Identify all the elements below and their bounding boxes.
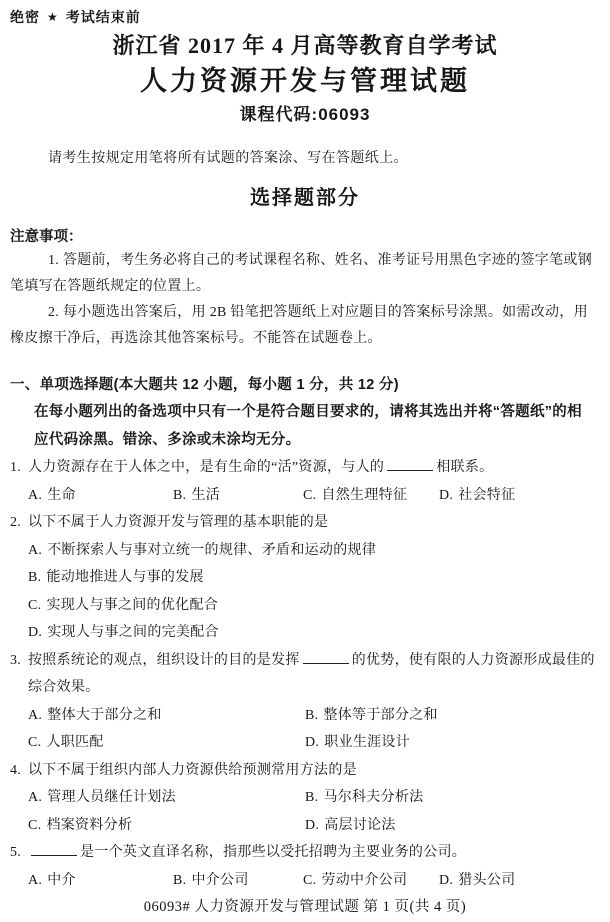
option-label: B. (173, 487, 187, 503)
option-item (305, 729, 600, 757)
option-label: C. (303, 487, 317, 503)
option-label: D. (28, 625, 43, 640)
option-item (28, 702, 305, 730)
question-number: 3. (10, 652, 22, 668)
option-label: C. (303, 872, 317, 888)
question-text-segment: 按照系统论的观点，组织设计的目的是发挥 (28, 652, 300, 668)
question-2 (10, 509, 600, 647)
emphasized-char: 不 · (57, 515, 71, 530)
option-text: 管理人员继任计划法 (47, 790, 176, 805)
star-icon: ★ (47, 10, 59, 24)
question-number: 4. (10, 762, 22, 778)
question-text-segment: 属于组织内部人力资源供给预测常用方法的是 (70, 762, 357, 778)
question-body (28, 839, 600, 894)
option-label: C. (28, 735, 42, 750)
option-text: 整体等于部分之和 (323, 707, 438, 723)
option-text: 劳动中介公司 (321, 872, 408, 888)
option-label: C. (28, 817, 42, 833)
option-label: D. (305, 817, 320, 833)
answer-blank (31, 842, 77, 856)
option-text: 自然生理特征 (321, 487, 408, 503)
question-4 (10, 757, 600, 840)
option-label: B. (28, 570, 42, 585)
option-label: C. (28, 597, 42, 613)
question-text-segment: 属于人力资源开发与管理的基本职能的是 (70, 515, 329, 530)
option-label: B. (173, 872, 187, 888)
emphasized-char: 不 · (57, 763, 71, 778)
option-text: 中介 (47, 872, 76, 888)
option-label: A. (28, 707, 43, 723)
answer-sheet-instruction: 请考生按规定用笔将所有试题的答案涂、写在答题纸上。 (48, 151, 408, 166)
question-body (28, 647, 600, 757)
option-text: 不断探索人与事对立统一的规律、矛盾和运动的规律 (47, 542, 377, 558)
option-item (28, 784, 305, 812)
option-item (303, 867, 439, 895)
option-item (173, 867, 303, 895)
question-text-segment: 相联系。 (436, 460, 494, 475)
options-group (28, 482, 600, 510)
options-group (28, 784, 600, 839)
question-text (28, 454, 600, 482)
option-label: A. (28, 790, 43, 805)
question-number: 2. (10, 515, 22, 530)
question-text (28, 757, 600, 785)
question-text-segment: 的优势，使有限的人力资源形成最佳的综合效果。 (28, 652, 595, 695)
option-text: 能动地推进人与事的发展 (46, 570, 204, 585)
option-text: 实现人与事之间的完美配合 (47, 625, 219, 640)
page-footer: 06093# 人力资源开发与管理试题 第 1 页(共 4 页) (143, 899, 467, 915)
option-item (28, 564, 600, 592)
question-body (28, 509, 600, 647)
question-list (10, 454, 600, 894)
option-text: 社会特征 (458, 487, 516, 503)
option-item (28, 619, 600, 647)
question-1 (10, 454, 600, 509)
option-item (28, 867, 173, 895)
question-body (28, 757, 600, 840)
option-item (439, 482, 600, 510)
question-number: 1. (10, 460, 22, 475)
option-item (28, 537, 600, 565)
option-text: 高层讨论法 (324, 817, 396, 833)
option-label: A. (28, 872, 43, 888)
question-text (28, 839, 600, 867)
option-label: A. (28, 487, 43, 503)
option-item (28, 812, 305, 840)
question-text-segment: 以下 (28, 515, 57, 530)
exam-title: 人力资源开发与管理试题 (140, 66, 470, 96)
section-title: 选择题部分 (250, 187, 360, 209)
option-label: D. (439, 872, 454, 888)
option-item (305, 812, 600, 840)
option-item (305, 702, 600, 730)
option-text: 整体大于部分之和 (47, 707, 162, 723)
option-label: D. (305, 735, 320, 750)
question-text-segment: 以下 (28, 762, 57, 778)
option-text: 生活 (191, 487, 221, 503)
question-text-segment: 是一个英文直译名称，指那些以受托招聘为主要业务的公司。 (80, 845, 467, 860)
part1-intro: 在每小题列出的备选项中只有一个是符合题目要求的，请将其选出并将“答题纸”的相应代码涂黑。错涂、多涂或未涂均无分。 (34, 404, 582, 448)
option-item (439, 867, 600, 895)
question-text (28, 509, 600, 537)
course-code: 课程代码:06093 (239, 105, 371, 124)
security-phase-label: 考试结束前 (65, 9, 141, 25)
option-label: A. (28, 542, 43, 558)
option-text: 职业生涯设计 (324, 735, 411, 750)
question-5 (10, 839, 600, 894)
question-body (28, 454, 600, 509)
question-text-segment: 人力资源存在于人体之中，是有生命的“活”资源，与人的 (28, 460, 385, 475)
option-item (28, 592, 600, 620)
options-group (28, 537, 600, 647)
option-label: B. (305, 790, 319, 805)
option-item (303, 482, 439, 510)
exam-session-title: 浙江省 2017 年 4 月高等教育自学考试 (112, 33, 498, 58)
option-item (28, 482, 173, 510)
question-text (28, 647, 600, 702)
option-text: 马尔科夫分析法 (323, 790, 424, 805)
option-text: 猎头公司 (458, 872, 516, 888)
answer-blank (387, 457, 433, 471)
part1-heading: 一、单项选择题(本大题共 12 小题，每小题 1 分，共 12 分) (10, 377, 399, 393)
options-group (28, 702, 600, 757)
note-item-1: 1. 答题前，考生务必将自己的考试课程名称、姓名、准考证号用黑色字迹的签字笔或钢笔填写在答题纸规定的位置上。 (10, 253, 592, 294)
option-label: B. (305, 707, 319, 723)
options-group (28, 867, 600, 895)
question-3 (10, 647, 600, 757)
option-text: 中介公司 (191, 872, 249, 888)
option-item (28, 729, 305, 757)
option-text: 人职匹配 (46, 735, 104, 750)
option-item (305, 784, 600, 812)
option-text: 档案资料分析 (46, 817, 133, 833)
answer-blank (303, 650, 349, 664)
option-label: D. (439, 487, 454, 503)
security-banner (10, 8, 600, 26)
question-number: 5. (10, 845, 22, 860)
option-text: 生命 (47, 487, 76, 503)
notes-title: 注意事项： (10, 229, 83, 245)
option-item (173, 482, 303, 510)
note-item-2: 2. 每小题选出答案后，用 2B 铅笔把答题纸上对应题目的答案标号涂黑。如需改动，用橡皮擦干净后，再选涂其他答案标号。不能答在试题卷上。 (10, 305, 588, 346)
security-level-label: 绝密 (10, 9, 40, 25)
option-text: 实现人与事之间的优化配合 (46, 597, 219, 613)
